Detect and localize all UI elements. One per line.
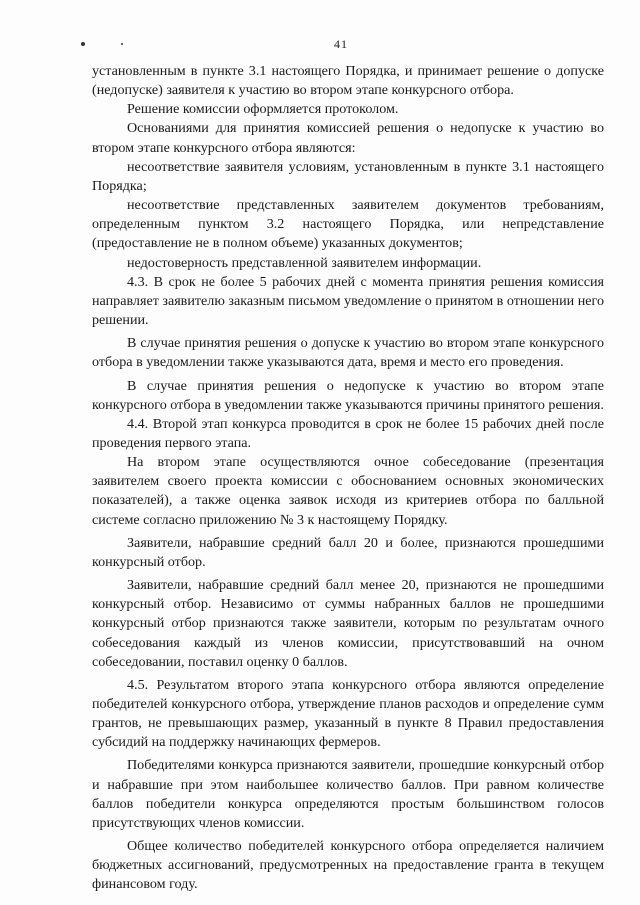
paragraph: В случае принятия решения о допуске к участию во втором этапе конкурсного отбора в уведомлении также указываются дата, время и место его проведения. xyxy=(92,335,604,371)
paragraph: В случае принятия решения о недопуске к участию во втором этапе конкурсного отбора в уведомлении также указываются причины принятого решения. xyxy=(92,377,604,413)
paragraph: несоответствие заявителя условиям, установленным в пункте 3.1 настоящего Порядка; xyxy=(92,158,604,194)
paragraph: Заявители, набравшие средний балл менее 20, признаются не прошедшими конкурсный отбор. Независимо от суммы набранных баллов не прошедшими конкурсный отбор признаются также заявители, которым по результатам очного собеседования каждый из членов комиссии, присутствовавший на очном собеседовании, поставил оценку 0 баллов. xyxy=(92,577,604,670)
paragraph: 4.5. Результатом второго этапа конкурсного отбора являются определение победителей конкурсного отбора, утверждение планов расходов и определение сумм грантов, не превышающих размер, указанный в пункте 8 Правил предоставления субсидий на поддержку начинающих фермеров. xyxy=(92,676,604,751)
paragraph: Основаниями для принятия комиссией решения о недопуске к участию во втором этапе конкурсного отбора являются: xyxy=(92,120,604,156)
paragraph: 4.4. Второй этап конкурса проводится в срок не более 15 рабочих дней после проведения первого этапа. xyxy=(92,415,604,451)
paragraph: несоответствие представленных заявителем документов требованиям, определенным пунктом 3.2 настоящего Порядка, или непредставление (предоставление не в полном объеме) указанных документов; xyxy=(92,197,604,252)
paragraph: Заявители, набравшие средний балл 20 и более, признаются прошедшими конкурсный отбор. xyxy=(92,534,604,570)
document-body xyxy=(92,62,604,895)
scan-mark xyxy=(81,42,85,46)
paragraph: На втором этапе осуществляются очное собеседование (презентация заявителем своего проекта комиссии с обоснованием основных экономических показателей), а также оценка заявок исходя из критериев отбора по балльной системе согласно приложению № 3 к настоящему Порядку. xyxy=(92,454,604,528)
paragraph: недостоверность представленной заявителем информации. xyxy=(127,254,482,271)
paragraph: 4.3. В срок не более 5 рабочих дней с момента принятия решения комиссия направляет заявителю заказным письмом уведомление о принятом в отношении него решении. xyxy=(92,273,604,329)
paragraph: Общее количество победителей конкурсного отбора определяется наличием бюджетных ассигнований, предусмотренных на предоставление гранта в текущем финансовом году. xyxy=(92,838,604,893)
paragraph: Победителями конкурса признаются заявители, прошедшие конкурсный отбор и набравшие при этом наибольшее количество баллов. При равном количестве баллов победители конкурса определяются простым большинством голосов присутствующих членов комиссии. xyxy=(92,757,604,831)
scan-mark xyxy=(121,43,123,45)
paragraph: Решение комиссии оформляется протоколом. xyxy=(127,101,399,118)
paragraph: установленным в пункте 3.1 настоящего Порядка, и принимает решение о допуске (недопуске) заявителя к участию во втором этапе конкурсного отбора. xyxy=(92,63,604,99)
page-number: 41 xyxy=(334,37,348,51)
